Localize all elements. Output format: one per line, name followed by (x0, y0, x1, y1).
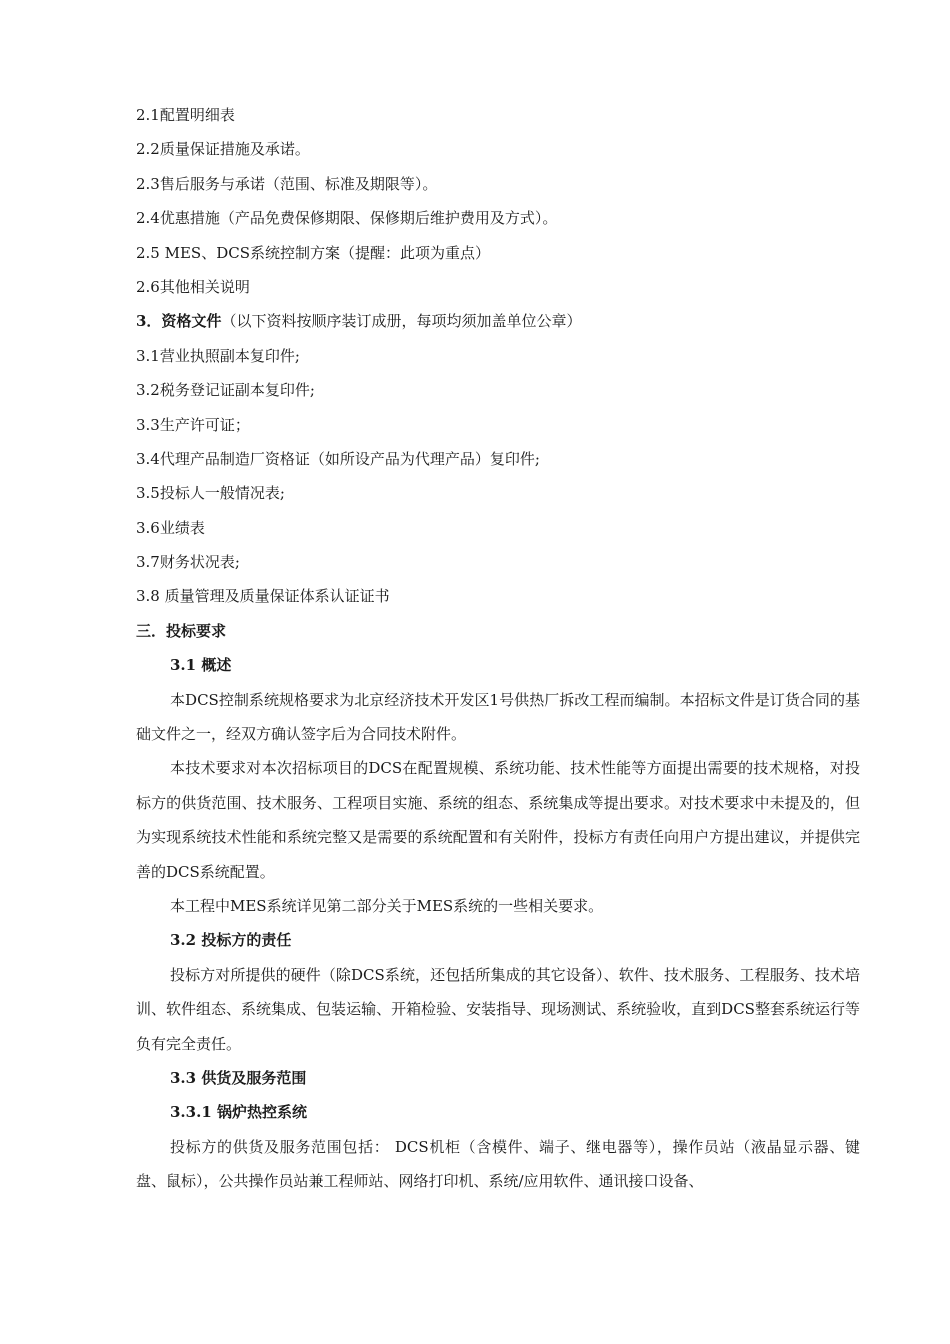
list-item: 3.1营业执照副本复印件; (136, 346, 300, 365)
section-heading-note: （以下资料按顺序装订成册，每项均须加盖单位公章） (221, 312, 582, 331)
paragraph: 本DCS控制系统规格要求为北京经济技术开发区1号供热厂拆改工程而编制。本招标文件是订货合同的基础文件之一，经双方确认签字后为合同技术附件。 (136, 690, 860, 744)
paragraph: 本技术要求对本次招标项目的DCS在配置规模、系统功能、技术性能等方面提出需要的技术规格，对投标方的供货范围、技术服务、工程项目实施、系统的组态、系统集成等提出要求。对技术要求中未提及的，但为实现系统技术性能和系统完整又是需要的系统配置和有关附件，投标方有责任向用户方提出建议，并提供完善的DCS系统配置。 (136, 759, 860, 881)
list-item: 2.1配置明细表 (136, 106, 235, 124)
list-item: 2.3售后服务与承诺（范围、标准及期限等）。 (136, 174, 438, 193)
list-item: 2.4优惠措施（产品免费保修期限、保修期后维护费用及方式）。 (136, 209, 558, 228)
paragraph: 本工程中MES系统详见第二部分关于MES系统的一些相关要求。 (170, 897, 604, 916)
subsection-heading: 3.3 供货及服务范围 (170, 1069, 307, 1088)
chapter-title: 三．投标要求 (136, 621, 227, 640)
paragraph: 投标方的供货及服务范围包括： DCS机柜（含模件、端子、继电器等），操作员站（液晶显示器、键盘、鼠标），公共操作员站兼工程师站、网络打印机、系统/应用软件、通讯接口设备、 (136, 1137, 860, 1191)
list-item: 3.8 质量管理及质量保证体系认证证书 (136, 587, 390, 606)
section-heading (136, 304, 860, 338)
list-item: 2.5 MES、DCS系统控制方案（提醒：此项为重点） (136, 243, 490, 262)
document-page (136, 98, 860, 1199)
subsection-heading: 3.1 概述 (170, 656, 232, 675)
list-item: 3.4代理产品制造厂资格证（如所设产品为代理产品）复印件; (136, 449, 540, 468)
list-item: 2.6其他相关说明 (136, 277, 250, 296)
paragraph: 投标方对所提供的硬件（除DCS系统，还包括所集成的其它设备）、软件、技术服务、工程服务、技术培训、软件组态、系统集成、包装运输、开箱检验、安装指导、现场测试、系统验收，直到DCS整套系统运行等负有完全责任。 (136, 965, 860, 1053)
list-item: 3.2税务登记证副本复印件; (136, 381, 315, 400)
subsection-heading: 3.3.1 锅炉热控系统 (170, 1103, 307, 1122)
list-item: 3.5投标人一般情况表; (136, 484, 285, 503)
list-item: 3.7财务状况表; (136, 553, 240, 572)
subsection-heading: 3.2 投标方的责任 (170, 931, 292, 950)
list-item: 2.2质量保证措施及承诺。 (136, 140, 310, 159)
section-heading-label: 3．资格文件 (136, 312, 222, 331)
list-item: 3.3生产许可证； (136, 415, 250, 434)
list-item: 3.6业绩表 (136, 518, 205, 537)
